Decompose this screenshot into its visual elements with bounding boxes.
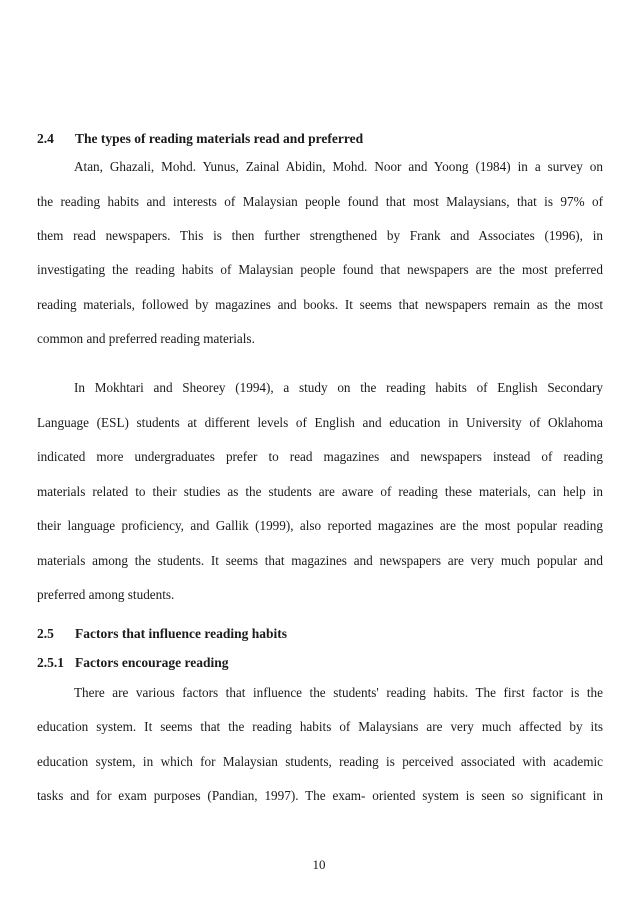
- section-number: 2.5: [37, 626, 54, 641]
- section-title: The types of reading materials read and preferred: [75, 131, 364, 146]
- paragraph-line: materials among the students. It seems that magazines and newspapers are very much popular and: [37, 553, 603, 568]
- section-number: 2.5.1: [37, 655, 64, 670]
- paragraph-line: their language proficiency, and Gallik (1999), also reported magazines are the most popular reading: [37, 518, 603, 533]
- section-title: Factors that influence reading habits: [75, 626, 287, 641]
- paragraph-line: There are various factors that influence the students' reading habits. The first factor is the: [74, 685, 603, 700]
- paragraph-line: Language (ESL) students at different levels of English and education in University of Oklahoma: [37, 415, 603, 430]
- paragraph-line: reading materials, followed by magazines and books. It seems that newspapers remain as the most: [37, 297, 603, 312]
- section-heading-2-5-1: [37, 655, 228, 671]
- page-number: 10: [312, 857, 326, 872]
- paragraph-line: preferred among students.: [37, 587, 175, 602]
- section-heading-2-5: [37, 626, 287, 642]
- section-heading-2-4: [37, 131, 363, 147]
- paragraph-line: tasks and for exam purposes (Pandian, 1997). The exam- oriented system is seen so significant in: [37, 788, 603, 803]
- paragraph-line: materials related to their studies as the students are aware of reading these materials, can help in: [37, 484, 603, 499]
- section-title: Factors encourage reading: [75, 655, 229, 670]
- paragraph-line: investigating the reading habits of Malaysian people found that newspapers are the most preferred: [37, 262, 603, 277]
- section-number: 2.4: [37, 131, 54, 146]
- paragraph-line: In Mokhtari and Sheorey (1994), a study on the reading habits of English Secondary: [74, 380, 603, 395]
- paragraph-line: the reading habits and interests of Malaysian people found that most Malaysians, that is 97% of: [37, 194, 603, 209]
- paragraph-line: indicated more undergraduates prefer to read magazines and newspapers instead of reading: [37, 449, 603, 464]
- paragraph-line: common and preferred reading materials.: [37, 331, 255, 346]
- paragraph-line: education system, in which for Malaysian students, reading is perceived associated with academic: [37, 754, 603, 769]
- paragraph-line: them read newspapers. This is then further strengthened by Frank and Associates (1996), in: [37, 228, 603, 243]
- paragraph-line: Atan, Ghazali, Mohd. Yunus, Zainal Abidin, Mohd. Noor and Yoong (1984) in a survey on: [74, 159, 603, 174]
- paragraph-line: education system. It seems that the reading habits of Malaysians are very much affected by its: [37, 719, 603, 734]
